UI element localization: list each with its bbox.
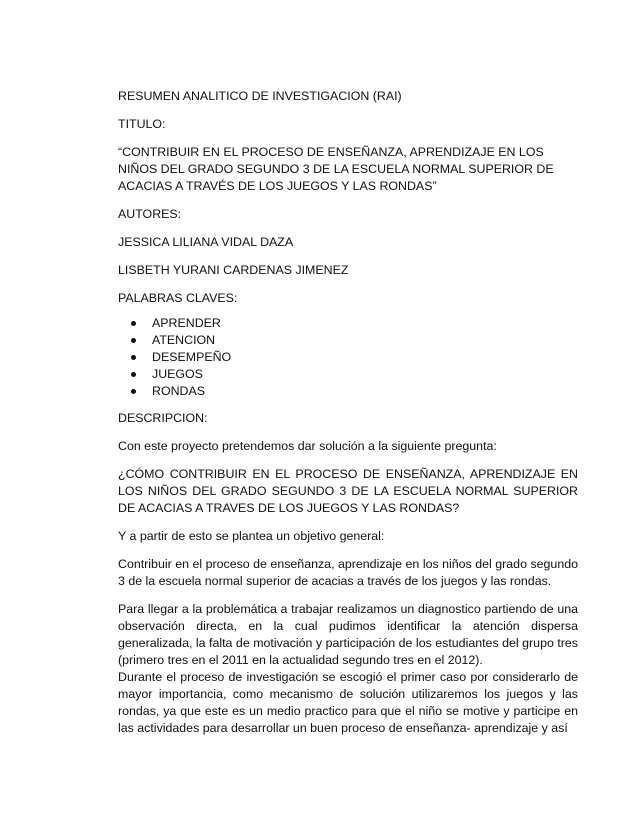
keyword-item <box>118 366 578 383</box>
keyword-text: DESEMPEÑO <box>152 350 232 364</box>
autores-label: AUTORES: <box>118 207 182 221</box>
keyword-list <box>118 315 578 400</box>
paragraph-proceso: Durante el proceso de investigación se escogió el primer caso por considerarlo de mayor importancia, como mecanismo de solución utilizaremos los juegos y las rondas, ya que este es un medio practico para que el niño se motive y participe en las actividades para desarrollar un buen proceso de enseñanza- aprendizaje y así <box>118 670 578 735</box>
intro-text: Con este proyecto pretendemos dar solución a la siguiente pregunta: <box>118 439 497 453</box>
objective-intro: Y a partir de esto se plantea un objetivo general: <box>118 529 385 543</box>
titulo-text: “CONTRIBUIR EN EL PROCESO DE ENSEÑANZA, APRENDIZAJE EN LOS NIÑOS DEL GRADO SEGUNDO 3 DE LA ESCUELA NORMAL SUPERIOR DE ACACIAS A TRAVÉS DE LOS JUEGOS Y LAS RONDAS” <box>118 145 554 193</box>
bullet-icon <box>131 338 136 343</box>
paragraph-diagnostico: Para llegar a la problemática a trabajar realizamos un diagnostico partiendo de una observación directa, en la cual pudimos identificar la atención dispersa generalizada, la falta de motivación y participación de los estudiantes del grupo tres (primero tres en el 2011 en la actualidad segundo tres en el 2012). <box>118 602 578 667</box>
document-page <box>118 88 578 737</box>
research-question: ¿CÓMO CONTRIBUIR EN EL PROCESO DE ENSEÑANZA, APRENDIZAJE EN LOS NIÑOS DEL GRADO SEGUNDO 3 DE LA ESCUELA NORMAL SUPERIOR DE ACACIAS A TRAVES DE LOS JUEGOS Y LAS RONDAS? <box>118 467 578 515</box>
keyword-text: RONDAS <box>152 384 206 398</box>
bullet-icon <box>131 389 136 394</box>
bullet-icon <box>131 355 136 360</box>
bullet-icon <box>131 321 136 326</box>
keyword-text: ATENCION <box>152 333 216 347</box>
descripcion-label: DESCRIPCION: <box>118 411 208 425</box>
keyword-text: JUEGOS <box>152 367 203 381</box>
bullet-icon <box>131 372 136 377</box>
objective-text: Contribuir en el proceso de enseñanza, aprendizaje en los niños del grado segundo 3 de la escuela normal superior de acacias a través de los juegos y las rondas. <box>118 557 578 588</box>
keyword-item <box>118 349 578 366</box>
keyword-item <box>118 383 578 400</box>
keyword-item <box>118 332 578 349</box>
titulo-label: TITULO: <box>118 117 166 131</box>
author-2: LISBETH YURANI CARDENAS JIMENEZ <box>118 263 349 277</box>
keyword-text: APRENDER <box>152 316 221 330</box>
palabras-label: PALABRAS CLAVES: <box>118 291 238 305</box>
document-heading: RESUMEN ANALITICO DE INVESTIGACION (RAI) <box>118 89 402 103</box>
author-1: JESSICA LILIANA VIDAL DAZA <box>118 235 294 249</box>
keyword-item <box>118 315 578 332</box>
